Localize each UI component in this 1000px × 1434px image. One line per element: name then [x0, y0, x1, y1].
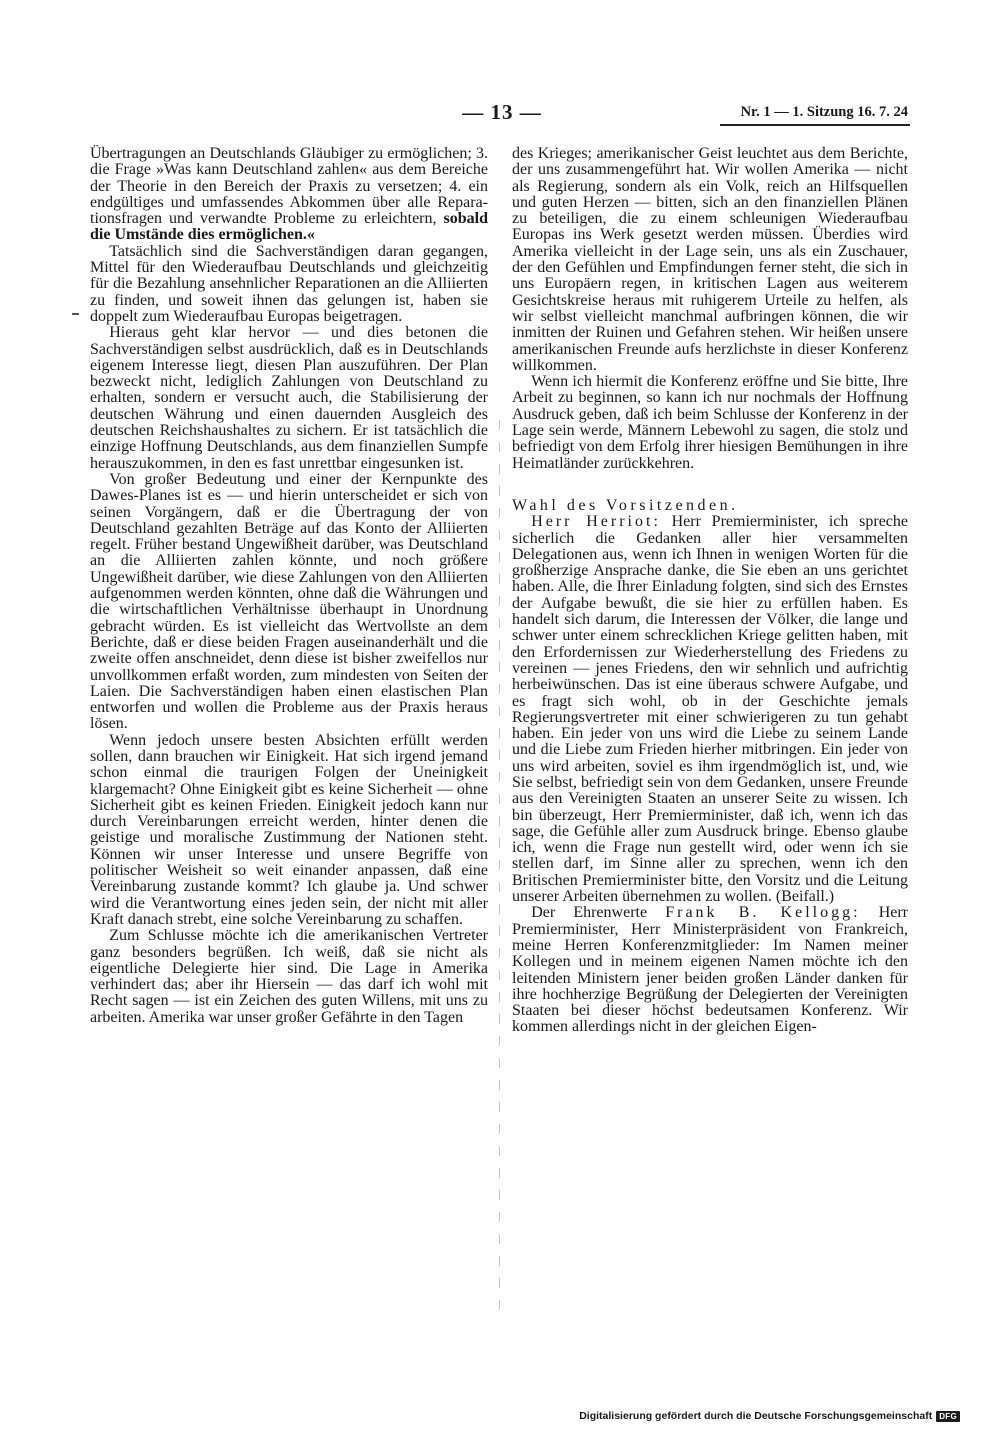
- header-rule: [720, 124, 910, 126]
- paragraph: Wenn ich hiermit die Konferenz eröffne und Sie bitte, Ihre Arbeit zu beginnen, so kann ich nur nochmals der Hoffnung Ausdruck geben, daß ich beim Schlusse der Konferenz in der Lage sein werde, Männern Lebewohl zu sagen, die stolz und befriedigt von dem Erfolg ihrer hiesigen Bemühungen in ihre Heimatländer zurückkehren.: [512, 373, 908, 472]
- bold-phrase: sobald die Umstände dies ermöglichen.«: [90, 210, 488, 244]
- paragraph: Zum Schlusse möchte ich die amerikanischen Vertreter ganz besonders begrüßen. Ich weiß, daß sie nicht als eigentliche Delegierte hier sind. Die Lage in Amerika verhindert das; aber ihr Hiersein — das darf ich wohl mit Recht sagen — ist ein Zeichen des guten Willens, mit uns zu arbeiten. Amerika war unser großer Gefährte in den Tagen: [90, 927, 488, 1026]
- page-header: [0, 100, 1000, 128]
- right-column: [512, 146, 908, 1036]
- column-divider: [499, 420, 500, 1320]
- paragraph: Tatsächlich sind die Sachverständigen daran gegangen, Mittel für den Wiederaufbau Deutschlands und gleichzeitig für die Bezahlung ansehnlicher Reparationen an die Alliierten zu finden, und soweit ihnen das gelungen ist, haben sie doppelt zum Wiederaufbau Europas beigetragen.: [90, 242, 488, 325]
- page-number: — 13 —: [462, 100, 542, 124]
- margin-mark: [72, 313, 79, 315]
- paragraph: [512, 905, 908, 1035]
- paragraph: Von großer Bedeutung und einer der Kernpunkte des Dawes-Planes ist es — und hierin unterscheidet er sich von seinen Vorgängern, daß er die Übertragung der von Deutschland gezahlten Beträge auf das Konto der Alliierten regelt. Früher bestand Ungewißheit darüber, was Deutschland an die Alliierten zahlen könnte, und noch größere Ungewißheit darüber, wie diese Zahlungen von den Alliierten aufgenommen werden könnten, ohne daß die Währungen und die wirtschaftlichen Verhältnisse überhaupt in Unordnung gebracht würden. Es ist vielleicht das Wertvollste an dem Berichte, daß er diese beiden Fragen auseinanderhält und die zweite offen anschneidet, denn diese ist bisher zweifellos nur unvollkommen erfaßt worden, zum mindesten von Seiten der Laien. Die Sachverständigen haben einen elastischen Plan entworfen und wollen die Probleme aus der Praxis heraus lösen.: [90, 470, 488, 733]
- paragraph: Wenn jedoch unsere besten Absichten erfüllt werden sollen, dann brauchen wir Einigkeit. Hat sich irgend jemand schon einmal die traurigen Folgen der Uneinigkeit klargemacht? Ohne Einigkeit gibt es keine Sicherheit — ohne Sicherheit gibt es keinen Frieden. Einigkeit jedoch kann nur durch Vereinbarungen erreicht werden, hinter denen die geistige und moralische Zustimmung der Nationen steht. Können wir unser Interesse und unsere Begriffe von politischer Weisheit so weit einander anpassen, daß eine Vereinbarung zustande kommt? Ich glaube ja. Und schwer wird die Verantwortung eines jeden sein, der nicht mit aller Kraft danach strebt, eine solche Vereinbarung zu schaffen.: [90, 731, 488, 928]
- speaker-name: Herr Herriot:: [531, 513, 661, 531]
- dfg-logo-icon: DFG: [936, 1411, 960, 1422]
- speaker-name: Frank B. Kellogg:: [665, 904, 861, 922]
- section-heading: Wahl des Vorsitzenden.: [512, 496, 739, 514]
- paragraph-text: Übertragungen an Deutschlands Gläubiger zu ermöglichen; 3. die Frage »Was kann Deutschland zahlen« aus dem Bereiche der Theorie in den Bereich der Praxis zu versetzen; 4. ein endgültiges und umfassendes Abkommen über alle Reparationsfragen und verwandte Probleme zu erleichtern,: [90, 145, 488, 228]
- paragraph: des Krieges; amerikanischer Geist leuchtet aus dem Berichte, der uns zusammengeführt hat. Wir wollen Amerika — nicht als Regierung, sondern als ein Volk, reich an Hilfsquellen und guten Herzen — bitten, sich an den finanziellen Plänen zu beteiligen, die zu einem schleunigen Wiederaufbau Europas ins Werk gesetzt werden müssen. Überdies wird Amerika vielleicht in der Lage sein, uns als ein Zuschauer, der den Gefühlen und Empfindungen ferner steht, die sich in uns Europäern regen, in kritischen Lagen aus weiterem Gesichtskreise heraus mit ruhigerem Urteile zu helfen, als wir selbst vielleicht manchmal aufbringen können, die wir inmitten der Ruinen und Gefahren stehen. Wir heißen unsere amerikanischen Freunde aufs herzlichste in dieser Konferenz willkommen.: [512, 145, 908, 374]
- credit-text: Digitalisierung gefördert durch die Deutsche Forschungsgemeinschaft: [579, 1410, 933, 1422]
- session-info: Nr. 1 — 1. Sitzung 16. 7. 24: [740, 104, 908, 120]
- paragraph: Hieraus geht klar hervor — und dies betonen die Sachverständigen selbst ausdrücklich, daß es in Deutschlands eigenem Interesse liegt, diesen Plan auszuführen. Der Plan bezweckt nicht, lediglich Zahlungen von Deutschland zu erhalten, sondern er versucht auch, die Stabilisierung der deutschen Währung und einen dauernden Ausgleich des deutschen Reichshaushaltes zu sichern. Er ist tatsächlich die einzige Hoffnung Deutschlands, aus dem finanziellen Sumpfe herauszukommen, in den es fast unrettbar eingesunken ist.: [90, 324, 488, 472]
- paragraph: [512, 514, 908, 905]
- left-column: [90, 146, 488, 1026]
- footer-credit: [579, 1410, 960, 1422]
- paragraph: [90, 146, 488, 244]
- speaker-prefix: Der Ehrenwerte: [531, 904, 648, 922]
- paragraph-text: Herr Premierminister, ich spreche sicherlich die Gedanken aller hier versammelten Delegationen aus, wenn ich Ihnen in wenigen Worten für die großherzige Ansprache danke, die Sie eben an uns gerichtet haben. Alle, die Ihrer Einladung folgten, sind sich des Ernstes der Aufgabe bewußt, die sie hier zu erfüllen haben. Es handelt sich darum, die Interessen der Völker, die lange und schwer unter einem schrecklichen Kriege gelitten haben, mit den Erfordernissen zur Wiederherstellung des Friedens zu vereinen — jenes Friedens, den wir sehnlich und aufrichtig herbeiwünschen. Das ist eine überaus schwere Aufgabe, und es fragt sich wohl, ob in der Geschichte jemals Regierungsvertreter mit einer schwierigeren zu tun gehabt haben. Ein jeder von uns wird die Liebe zu seinem Lande und die Liebe zum Frieden hierher mitbringen. Ein jeder von uns wird arbeiten, soviel es ihm irgendmöglich ist, und, wie Sie selbst, befriedigt sein von dem Gedanken, unsere Freunde aus den Vereinigten Staaten an unserer Seite zu wissen. Ich bin überzeugt, Herr Premierminister, daß ich, wenn ich das sage, die Gefühle aller zum Ausdruck bringe. Ebenso glaube ich, wenn die Frage nun gestellt wird, oder wenn ich sie stellen darf, im Sinne aller zu sprechen, wenn ich den Britischen Premierminister bitte, den Vorsitz und die Leitung unserer Arbeiten übernehmen zu wollen. (Beifall.): [512, 513, 908, 906]
- paragraph-text: Herr Premierminister, Herr Ministerpräsident von Frankreich, meine Herren Konferenzmitglieder: Im Namen meiner Kollegen und in meinem eigenen Namen möchte ich den leitenden Ministern jener beiden großen Länder danken für ihre hochherzige Begrüßung der Delegierten der Vereinigten Staaten bei dieser höchst bedeutsamen Konferenz. Wir kommen allerdings nicht in der gleichen Eigen-: [512, 904, 908, 1036]
